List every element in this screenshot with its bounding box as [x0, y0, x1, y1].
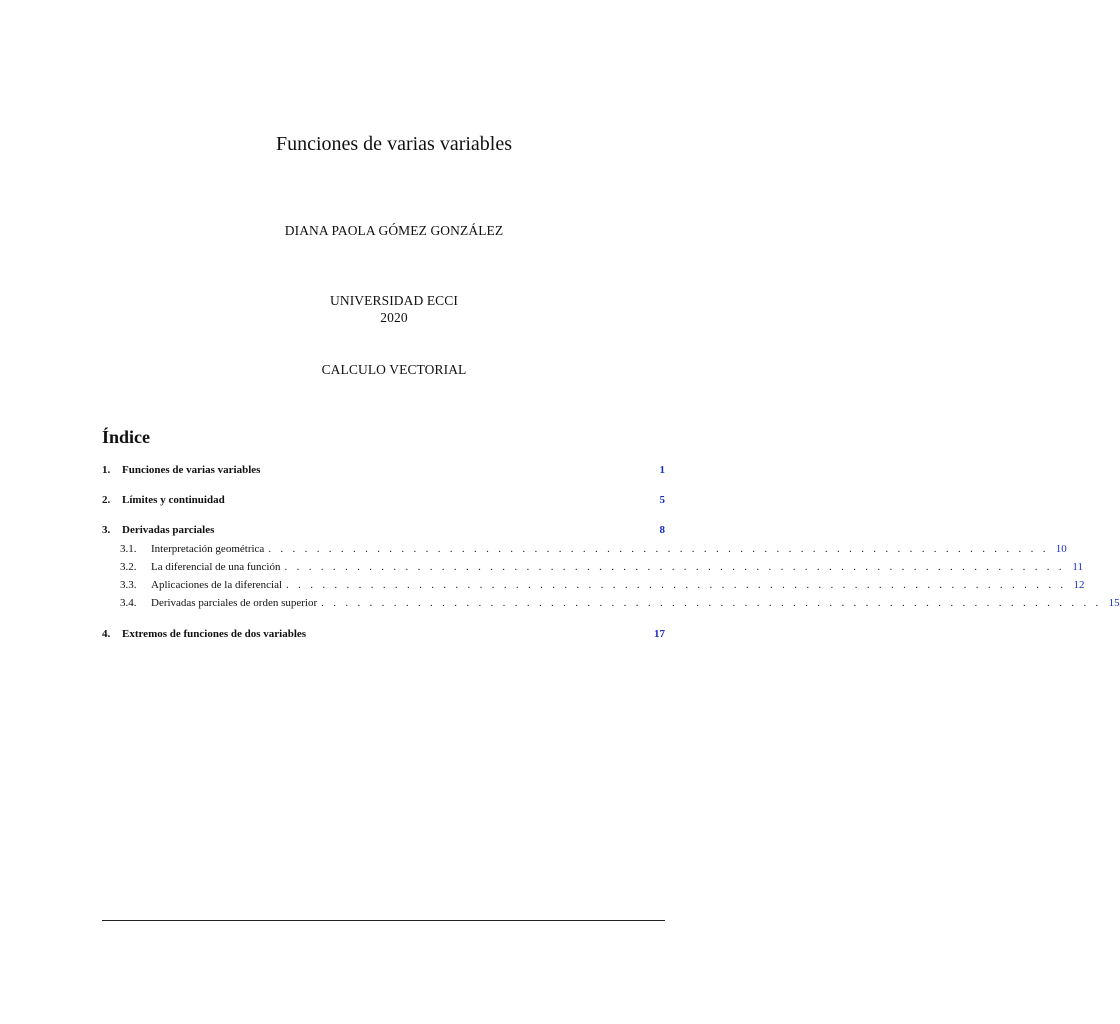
toc-entry-page-link[interactable]: 8 [659, 524, 665, 536]
toc-entry-section-1[interactable] [102, 462, 665, 478]
document-year: 2020 [380, 310, 408, 325]
toc-entry-label: La diferencial de una función [151, 561, 281, 573]
toc-entry-number: 3. [102, 524, 111, 536]
toc-entry-subsection-3-1[interactable] [120, 541, 1067, 557]
document-title: Funciones de varias variables [275, 133, 513, 155]
document-author: DIANA PAOLA GÓMEZ GONZÁLEZ [284, 223, 504, 238]
toc-entry-section-4[interactable] [102, 626, 665, 642]
toc-entry-page-link[interactable]: 10 [1055, 543, 1067, 555]
toc-entry-number: 3.1. [120, 543, 137, 555]
toc-entry-section-3[interactable] [102, 522, 665, 538]
toc-entry-page-link[interactable]: 17 [654, 628, 665, 640]
toc-entry-label: Derivadas parciales de orden superior [151, 597, 318, 609]
toc-entry-subsection-3-3[interactable] [120, 577, 1085, 593]
toc-heading: Índice [102, 427, 151, 447]
toc-entry-subsection-3-2[interactable] [120, 559, 1083, 575]
toc-dot-leader: . . . . . . . . . . . . . . . . . . . . . . . . . . . . . . . . . . . . . . . . . . . . . . . . . . . . . . . . . . . . . . . . . [286, 579, 1067, 591]
footnote-rule [102, 920, 665, 921]
toc-entry-label: Funciones de varias variables [122, 464, 261, 476]
toc-entry-label: Interpretación geométrica [151, 543, 265, 555]
toc-entry-page-link[interactable]: 12 [1073, 579, 1085, 591]
toc-entry-number: 3.4. [120, 597, 137, 609]
toc-entry-label: Límites y continuidad [122, 494, 225, 506]
toc-entry-number: 1. [102, 464, 111, 476]
toc-dot-leader: . . . . . . . . . . . . . . . . . . . . . . . . . . . . . . . . . . . . . . . . . . . . . . . . . . . . . . . . . . . . . . . . . [321, 597, 1102, 609]
toc-entry-subsection-3-4[interactable] [120, 595, 1120, 611]
toc-entry-page-link[interactable]: 1 [659, 464, 665, 476]
document-institution: UNIVERSIDAD ECCI [330, 293, 458, 308]
toc-entry-number: 4. [102, 628, 111, 640]
toc-entry-number: 3.2. [120, 561, 137, 573]
toc-entry-section-2[interactable] [102, 492, 665, 508]
toc-entry-page-link[interactable]: 11 [1072, 561, 1083, 573]
toc-entry-label: Aplicaciones de la diferencial [151, 579, 283, 591]
document-course: CALCULO VECTORIAL [321, 362, 467, 377]
toc-dot-leader: . . . . . . . . . . . . . . . . . . . . . . . . . . . . . . . . . . . . . . . . . . . . . . . . . . . . . . . . . . . . . . . . . [284, 561, 1065, 573]
toc-entry-label: Extremos de funciones de dos variables [122, 628, 307, 640]
toc-entry-label: Derivadas parciales [122, 524, 215, 536]
toc-dot-leader: . . . . . . . . . . . . . . . . . . . . . . . . . . . . . . . . . . . . . . . . . . . . . . . . . . . . . . . . . . . . . . . . . [268, 543, 1049, 555]
toc-entry-number: 2. [102, 494, 111, 506]
toc-entry-page-link[interactable]: 5 [659, 494, 665, 506]
toc-entry-number: 3.3. [120, 579, 137, 591]
toc-entry-page-link[interactable]: 15 [1108, 597, 1120, 609]
